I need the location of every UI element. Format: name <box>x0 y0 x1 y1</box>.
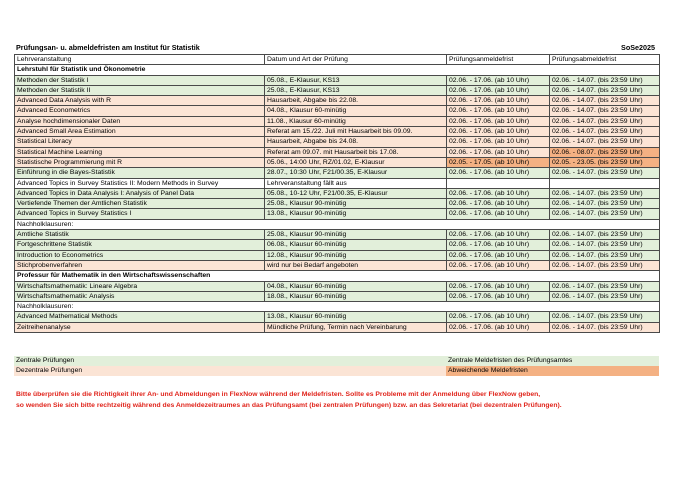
registration-deadline-cell: 02.06. - 17.06. (ab 10 Uhr) <box>447 281 550 291</box>
deregistration-deadline-cell: 02.06. - 08.07. (bis 23:59 Uhr) <box>550 147 660 157</box>
table-row <box>15 291 660 301</box>
deregistration-deadline-cell: 02.06. - 14.07. (bis 23:59 Uhr) <box>550 281 660 291</box>
legend-deviating-deadlines-label: Abweichende Meldefristen <box>448 367 528 374</box>
registration-deadline-cell: 02.05. - 17.05. (ab 10 Uhr) <box>447 157 550 167</box>
course-cell: Statistische Programmierung mit R <box>15 157 265 167</box>
course-cell: Statistical Machine Learning <box>15 147 265 157</box>
table-row <box>15 137 660 147</box>
table-row <box>15 230 660 240</box>
course-cell: Analyse hochdimensionaler Daten <box>15 116 265 126</box>
course-cell: Advanced Econometrics <box>15 106 265 116</box>
deregistration-deadline-cell: 02.06. - 14.07. (bis 23:59 Uhr) <box>550 106 660 116</box>
registration-deadline-cell: 02.06. - 17.06. (ab 10 Uhr) <box>447 168 550 178</box>
registration-deadline-cell: 02.06. - 17.06. (ab 10 Uhr) <box>447 188 550 198</box>
registration-deadline-cell: 02.06. - 17.06. (ab 10 Uhr) <box>447 209 550 219</box>
deregistration-deadline-cell: 02.06. - 14.07. (bis 23:59 Uhr) <box>550 75 660 85</box>
registration-deadline-cell <box>447 178 550 188</box>
registration-deadline-cell: 02.06. - 17.06. (ab 10 Uhr) <box>447 260 550 270</box>
course-cell: Stichprobenverfahren <box>15 260 265 270</box>
exam-cell: 05.06., 14:00 Uhr, RZ/01.02, E-Klausur <box>265 157 447 167</box>
deregistration-deadline-cell: 02.06. - 14.07. (bis 23:59 Uhr) <box>550 291 660 301</box>
course-cell: Wirtschaftsmathematik: Analysis <box>15 291 265 301</box>
registration-deadline-cell: 02.06. - 17.06. (ab 10 Uhr) <box>447 250 550 260</box>
deregistration-deadline-cell: 02.06. - 14.07. (bis 23:59 Uhr) <box>550 137 660 147</box>
title-row <box>14 42 658 53</box>
exam-cell: wird nur bei Bedarf angeboten <box>265 260 447 270</box>
table-row <box>15 312 660 322</box>
course-cell: Methoden der Statistik I <box>15 75 265 85</box>
deregistration-deadline-cell: 02.06. - 14.07. (bis 23:59 Uhr) <box>550 230 660 240</box>
course-cell: Advanced Topics in Data Analysis I: Analysis of Panel Data <box>15 188 265 198</box>
registration-deadline-cell: 02.06. - 17.06. (ab 10 Uhr) <box>447 312 550 322</box>
exam-cell: 04.08., Klausur 60-minütig <box>265 281 447 291</box>
exam-cell: Hausarbeit, Abgabe bis 24.08. <box>265 137 447 147</box>
table-row <box>15 188 660 198</box>
deregistration-deadline-cell: 02.06. - 14.07. (bis 23:59 Uhr) <box>550 209 660 219</box>
table-row <box>15 85 660 95</box>
semester-label: SoSe2025 <box>621 43 655 52</box>
table-header <box>15 55 660 65</box>
section-title: Lehrstuhl für Statistik und Ökonometrie <box>15 65 660 75</box>
registration-deadline-cell: 02.06. - 17.06. (ab 10 Uhr) <box>447 240 550 250</box>
deregistration-deadline-cell: 02.06. - 14.07. (bis 23:59 Uhr) <box>550 85 660 95</box>
course-cell: Zeitreihenanalyse <box>15 322 265 332</box>
exam-cell: 25.08., Klausur 90-minütig <box>265 199 447 209</box>
notice-line-1: Bitte überprüfen sie die Richtigkeit ihrer An- und Abmeldungen in FlexNow während der Meldefristen. Sollte es Probleme mit der Anmeldung über FlexNow geben, <box>16 391 541 398</box>
registration-deadline-cell: 02.06. - 17.06. (ab 10 Uhr) <box>447 116 550 126</box>
exam-cell: 04.08., Klausur 60-minütig <box>265 106 447 116</box>
deregistration-deadline-cell: 02.06. - 14.07. (bis 23:59 Uhr) <box>550 199 660 209</box>
column-header: Datum und Art der Prüfung <box>265 55 447 65</box>
course-cell: Advanced Mathematical Methods <box>15 312 265 322</box>
exam-cell: 13.08., Klausur 90-minütig <box>265 209 447 219</box>
registration-deadline-cell: 02.06. - 17.06. (ab 10 Uhr) <box>447 127 550 137</box>
subsection-row <box>15 302 660 312</box>
exam-cell: 25.08., E-Klausur, KS13 <box>265 85 447 95</box>
legend-central-deadlines <box>446 356 659 366</box>
registration-deadline-cell: 02.06. - 17.06. (ab 10 Uhr) <box>447 147 550 157</box>
registration-deadline-cell: 02.06. - 17.06. (ab 10 Uhr) <box>447 322 550 332</box>
page-title: Prüfungsan- u. abmeldefristen am Institut für Statistik <box>16 43 200 52</box>
exam-cell: 18.08., Klausur 60-minütig <box>265 291 447 301</box>
legend-central-deadlines-label: Zentrale Meldefristen des Prüfungsamtes <box>448 357 573 364</box>
exam-cell: 25.08., Klausur 90-minütig <box>265 230 447 240</box>
section-row-label: Professur für Mathematik in den Wirtschaftswissenschaften <box>15 271 660 281</box>
table-row <box>15 96 660 106</box>
table-row <box>15 168 660 178</box>
exam-cell: Referat am 09.07. mit Hausarbeit bis 17.08. <box>265 147 447 157</box>
course-cell: Advanced Data Analysis with R <box>15 96 265 106</box>
notice-line-2: so wenden Sie sich bitte rechtzeitig während des Anmeldezeitraumes an das Prüfungsamt (bei zentralen Prüfungen) bzw. an das Sekretariat (bei dezentralen Prüfungen). <box>16 402 562 409</box>
section-row <box>15 271 660 281</box>
table-row <box>15 147 660 157</box>
exam-cell: 12.08., Klausur 90-minütig <box>265 250 447 260</box>
course-cell: Methoden der Statistik II <box>15 85 265 95</box>
registration-deadline-cell: 02.06. - 17.06. (ab 10 Uhr) <box>447 199 550 209</box>
registration-deadline-cell: 02.06. - 17.06. (ab 10 Uhr) <box>447 291 550 301</box>
table-row <box>15 157 660 167</box>
exam-cell: Mündliche Prüfung, Termin nach Vereinbarung <box>265 322 447 332</box>
legend-decentral-label: Dezentrale Prüfungen <box>16 367 83 374</box>
deregistration-deadline-cell: 02.06. - 14.07. (bis 23:59 Uhr) <box>550 168 660 178</box>
exam-cell: 13.08., Klausur 60-minütig <box>265 312 447 322</box>
deregistration-deadline-cell: 02.06. - 14.07. (bis 23:59 Uhr) <box>550 250 660 260</box>
table-row <box>15 127 660 137</box>
course-cell: Vertiefende Themen der Amtlichen Statistik <box>15 199 265 209</box>
subsection-row-label: Nachholklausuren: <box>15 219 660 229</box>
table-row <box>15 116 660 126</box>
column-header: Prüfungsabmeldefrist <box>550 55 660 65</box>
deregistration-deadline-cell: 02.06. - 14.07. (bis 23:59 Uhr) <box>550 260 660 270</box>
course-cell: Statistical Literacy <box>15 137 265 147</box>
registration-deadline-cell: 02.06. - 17.06. (ab 10 Uhr) <box>447 137 550 147</box>
course-cell: Advanced Topics in Survey Statistics II: Modern Methods in Survey <box>15 178 265 188</box>
legend-decentral <box>14 366 447 376</box>
section-row <box>15 65 660 75</box>
deregistration-deadline-cell <box>550 178 660 188</box>
deregistration-deadline-cell: 02.06. - 14.07. (bis 23:59 Uhr) <box>550 116 660 126</box>
exam-cell: Lehrveranstaltung fällt aus <box>265 178 447 188</box>
course-cell: Fortgeschrittene Statistik <box>15 240 265 250</box>
exam-cell: 28.07., 10:30 Uhr, F21/00.35, E-Klausur <box>265 168 447 178</box>
exam-cell: 05.08., 10-12 Uhr, F21/00.35, E-Klausur <box>265 188 447 198</box>
subsection-row <box>15 219 660 229</box>
course-cell: Advanced Small Area Estimation <box>15 127 265 137</box>
registration-deadline-cell: 02.06. - 17.06. (ab 10 Uhr) <box>447 96 550 106</box>
legend-central-label: Zentrale Prüfungen <box>16 357 75 364</box>
exam-cell: Referat am 15./22. Juli mit Hausarbeit bis 09.09. <box>265 127 447 137</box>
table-row <box>15 281 660 291</box>
registration-deadline-cell: 02.06. - 17.06. (ab 10 Uhr) <box>447 230 550 240</box>
subsection-row-label: Nachholklausuren: <box>15 302 660 312</box>
exam-cell: 06.08., Klausur 60-minütig <box>265 240 447 250</box>
exam-cell: 05.08., E-Klausur, KS13 <box>265 75 447 85</box>
deregistration-deadline-cell: 02.06. - 14.07. (bis 23:59 Uhr) <box>550 127 660 137</box>
deregistration-deadline-cell: 02.06. - 14.07. (bis 23:59 Uhr) <box>550 96 660 106</box>
deadlines-table <box>14 54 660 333</box>
course-cell: Advanced Topics in Survey Statistics I <box>15 209 265 219</box>
course-cell: Einführung in die Bayes-Statistik <box>15 168 265 178</box>
registration-deadline-cell: 02.06. - 17.06. (ab 10 Uhr) <box>447 85 550 95</box>
table-row <box>15 199 660 209</box>
column-header: Lehrveranstaltung <box>15 55 265 65</box>
course-cell: Amtliche Statistik <box>15 230 265 240</box>
table-row <box>15 322 660 332</box>
table-row <box>15 75 660 85</box>
exam-cell: Hausarbeit, Abgabe bis 22.08. <box>265 96 447 106</box>
deregistration-deadline-cell: 02.06. - 14.07. (bis 23:59 Uhr) <box>550 312 660 322</box>
deregistration-deadline-cell: 02.06. - 14.07. (bis 23:59 Uhr) <box>550 188 660 198</box>
legend-deviating-deadlines <box>446 366 659 376</box>
deregistration-deadline-cell: 02.05. - 23.05. (bis 23:59 Uhr) <box>550 157 660 167</box>
registration-deadline-cell: 02.06. - 17.06. (ab 10 Uhr) <box>447 75 550 85</box>
deregistration-deadline-cell: 02.06. - 14.07. (bis 23:59 Uhr) <box>550 322 660 332</box>
table-row <box>15 106 660 116</box>
table-row <box>15 240 660 250</box>
table-row <box>15 209 660 219</box>
column-header: Prüfungsanmeldefrist <box>447 55 550 65</box>
exam-cell: 11.08., Klausur 60-minütig <box>265 116 447 126</box>
registration-deadline-cell: 02.06. - 17.06. (ab 10 Uhr) <box>447 106 550 116</box>
table-row <box>15 260 660 270</box>
deregistration-deadline-cell: 02.06. - 14.07. (bis 23:59 Uhr) <box>550 240 660 250</box>
course-cell: Introduction to Econometrics <box>15 250 265 260</box>
legend-central <box>14 356 447 366</box>
table-row <box>15 250 660 260</box>
table-row <box>15 178 660 188</box>
course-cell: Wirtschaftsmathematik: Lineare Algebra <box>15 281 265 291</box>
